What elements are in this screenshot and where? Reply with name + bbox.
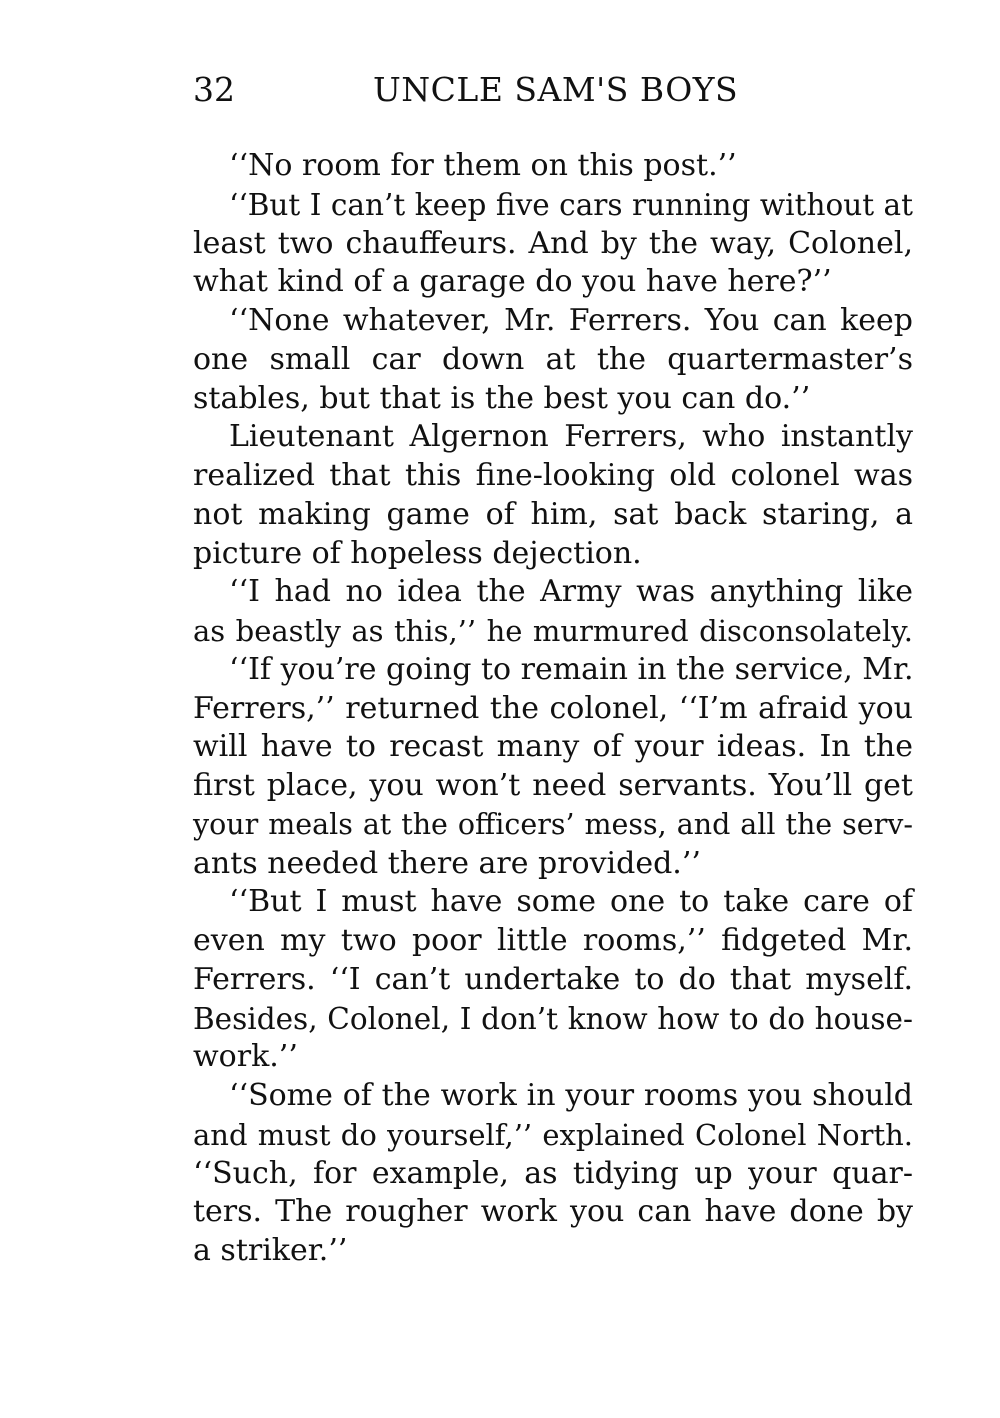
text-line: your meals at the officers’ mess, and all the serv- <box>193 807 913 841</box>
text-line: one small car down at the quartermaster’s <box>193 341 913 377</box>
text-line: ters. The rougher work you can have done by <box>193 1194 913 1230</box>
text-line: ‘‘None whatever, Mr. Ferrers. You can keep <box>229 303 913 338</box>
text-line: not making game of him, sat back staring, a <box>193 496 913 532</box>
text-line: Besides, Colonel, I don’t know how to do house- <box>193 1001 913 1036</box>
text-line: and must do yourself,’’ explained Colonel North. <box>193 1117 913 1152</box>
text-line: ‘‘Some of the work in your rooms you should <box>229 1078 913 1113</box>
text-line: ‘‘Such, for example, as tidying up your quar- <box>193 1155 913 1191</box>
text-line: ‘‘But I must have some one to take care of <box>229 884 913 920</box>
text-line: what kind of a garage do you have here?’’ <box>193 264 832 300</box>
text-line: realized that this fine-looking old colonel was <box>193 458 913 493</box>
body-text <box>193 147 913 1271</box>
text-line: ants needed there are provided.’’ <box>193 845 701 881</box>
text-line: Lieutenant Algernon Ferrers, who instantly <box>229 419 913 455</box>
text-line: least two chauffeurs. And by the way, Colonel, <box>193 225 913 261</box>
text-line: picture of hopeless dejection. <box>193 535 642 571</box>
text-line: work.’’ <box>193 1039 298 1075</box>
text-line: ‘‘But I can’t keep five cars running without at <box>229 187 913 222</box>
running-head: UNCLE SAM'S BOYS <box>373 70 739 109</box>
text-line: ‘‘If you’re going to remain in the service, Mr. <box>229 651 914 687</box>
text-line: stables, but that is the best you can do.’’ <box>193 380 811 416</box>
text-line: even my two poor little rooms,’’ fidgeted Mr. <box>193 923 913 958</box>
text-line: ‘‘No room for them on this post.’’ <box>229 148 737 183</box>
text-line: Ferrers,’’ returned the colonel, ‘‘I’m afraid you <box>193 690 913 726</box>
text-line: will have to recast many of your ideas. In the <box>193 729 913 765</box>
page-number: 32 <box>193 70 235 109</box>
text-line: as beastly as this,’’ he murmured disconsolately. <box>193 614 913 648</box>
text-line: ‘‘I had no idea the Army was anything like <box>229 574 913 610</box>
text-line: a striker.’’ <box>193 1233 348 1268</box>
text-line: Ferrers. ‘‘I can’t undertake to do that myself. <box>193 961 913 997</box>
text-line: first place, you won’t need servants. You’ll get <box>193 768 913 803</box>
